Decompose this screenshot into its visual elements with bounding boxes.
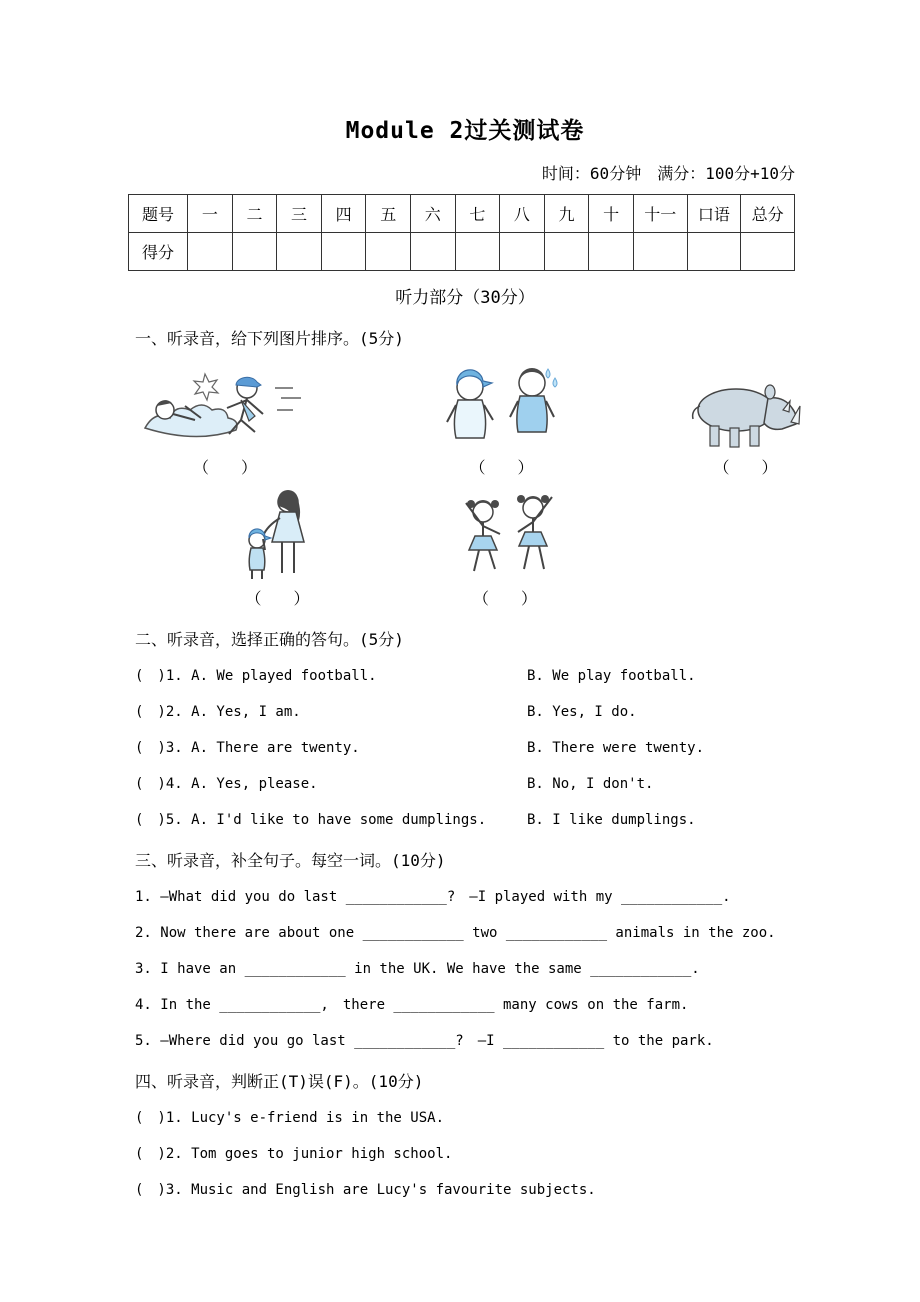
- score-cell: [544, 233, 589, 271]
- header-cell: 三: [277, 195, 322, 233]
- choice-item-5: [135, 810, 795, 830]
- answer-bracket: （ ）: [472, 589, 537, 608]
- mother-and-child-image: [240, 486, 315, 581]
- two-girls-dancing-image: [445, 486, 565, 581]
- listening-part-header: 听力部分（30分）: [395, 288, 535, 308]
- image-block-rhino: [688, 372, 803, 478]
- header-cell: 五: [366, 195, 411, 233]
- option-b: B. No, I don't.: [527, 776, 654, 792]
- header-cell: 十: [589, 195, 634, 233]
- answer-bracket: （ ）: [713, 458, 778, 477]
- fill-item-4: 4. In the ____________, there ____________ many cows on the farm.: [135, 997, 689, 1013]
- header-cell: 六: [410, 195, 455, 233]
- image-block-police-scene: [135, 358, 315, 478]
- score-cell: [410, 233, 455, 271]
- choice-item-2: [135, 702, 795, 722]
- page-title: Module 2过关测试卷: [345, 118, 585, 144]
- fill-item-5: 5. —Where did you go last ____________? —I ____________ to the park.: [135, 1033, 714, 1049]
- image-row-1: [135, 355, 803, 478]
- image-row-2: [240, 486, 795, 609]
- header-cell: 二: [232, 195, 277, 233]
- score-cell: [188, 233, 233, 271]
- score-table: [128, 194, 795, 271]
- header-cell: 一: [188, 195, 233, 233]
- header-cell: 七: [455, 195, 500, 233]
- section-two-title: 二、听录音，选择正确的答句。(5分): [135, 630, 404, 649]
- exam-meta: 时间：60分钟 满分：100分+10分: [541, 164, 795, 183]
- option-a: ( )2. A. Yes, I am.: [135, 704, 301, 720]
- score-cell: [366, 233, 411, 271]
- choice-item-3: [135, 738, 795, 758]
- score-cell: [741, 233, 795, 271]
- fill-item-2: 2. Now there are about one ____________ two ____________ animals in the zoo.: [135, 925, 776, 941]
- answer-bracket: （ ）: [245, 589, 310, 608]
- score-label-cell: 得分: [129, 233, 188, 271]
- option-b: B. I like dumplings.: [527, 812, 696, 828]
- header-cell: 四: [321, 195, 366, 233]
- answer-bracket: （ ）: [192, 458, 257, 477]
- choice-item-1: [135, 666, 795, 686]
- score-cell: [232, 233, 277, 271]
- option-a: ( )5. A. I'd like to have some dumplings.: [135, 812, 487, 828]
- score-cell: [321, 233, 366, 271]
- header-cell: 十一: [633, 195, 687, 233]
- score-cell: [455, 233, 500, 271]
- header-cell: 总分: [741, 195, 795, 233]
- header-cell: 口语: [687, 195, 741, 233]
- answer-bracket: （ ）: [469, 458, 534, 477]
- option-a: ( )1. A. We played football.: [135, 668, 377, 684]
- section-four-title: 四、听录音，判断正(T)误(F)。(10分): [135, 1072, 424, 1091]
- option-a: ( )3. A. There are twenty.: [135, 740, 360, 756]
- score-table-header-row: [129, 195, 795, 233]
- image-block-two-boys: [432, 355, 572, 478]
- option-b: B. We play football.: [527, 668, 696, 684]
- rhino-image: [688, 372, 803, 450]
- score-cell: [277, 233, 322, 271]
- score-cell: [500, 233, 545, 271]
- header-cell: 八: [500, 195, 545, 233]
- score-table-score-row: [129, 233, 795, 271]
- score-cell: [633, 233, 687, 271]
- fill-item-3: 3. I have an ____________ in the UK. We have the same ____________.: [135, 961, 700, 977]
- score-cell: [687, 233, 741, 271]
- score-cell: [589, 233, 634, 271]
- image-block-two-girls: [445, 486, 565, 609]
- tf-item-1: ( )1. Lucy's e-friend is in the USA.: [135, 1110, 445, 1126]
- tf-item-2: ( )2. Tom goes to junior high school.: [135, 1146, 453, 1162]
- section-one-title: 一、听录音，给下列图片排序。(5分): [135, 329, 404, 348]
- option-a: ( )4. A. Yes, please.: [135, 776, 318, 792]
- option-b: B. There were twenty.: [527, 740, 705, 756]
- police-scene-image: [135, 358, 315, 450]
- two-boys-talking-image: [432, 355, 572, 450]
- choice-item-4: [135, 774, 795, 794]
- fill-item-1: 1. —What did you do last ____________? —I played with my ____________.: [135, 889, 731, 905]
- header-cell: 九: [544, 195, 589, 233]
- header-cell: 题号: [129, 195, 188, 233]
- image-block-mother-child: [240, 486, 315, 609]
- tf-item-3: ( )3. Music and English are Lucy's favourite subjects.: [135, 1182, 596, 1198]
- option-b: B. Yes, I do.: [527, 704, 637, 720]
- section-three-title: 三、听录音，补全句子。每空一词。(10分): [135, 851, 446, 870]
